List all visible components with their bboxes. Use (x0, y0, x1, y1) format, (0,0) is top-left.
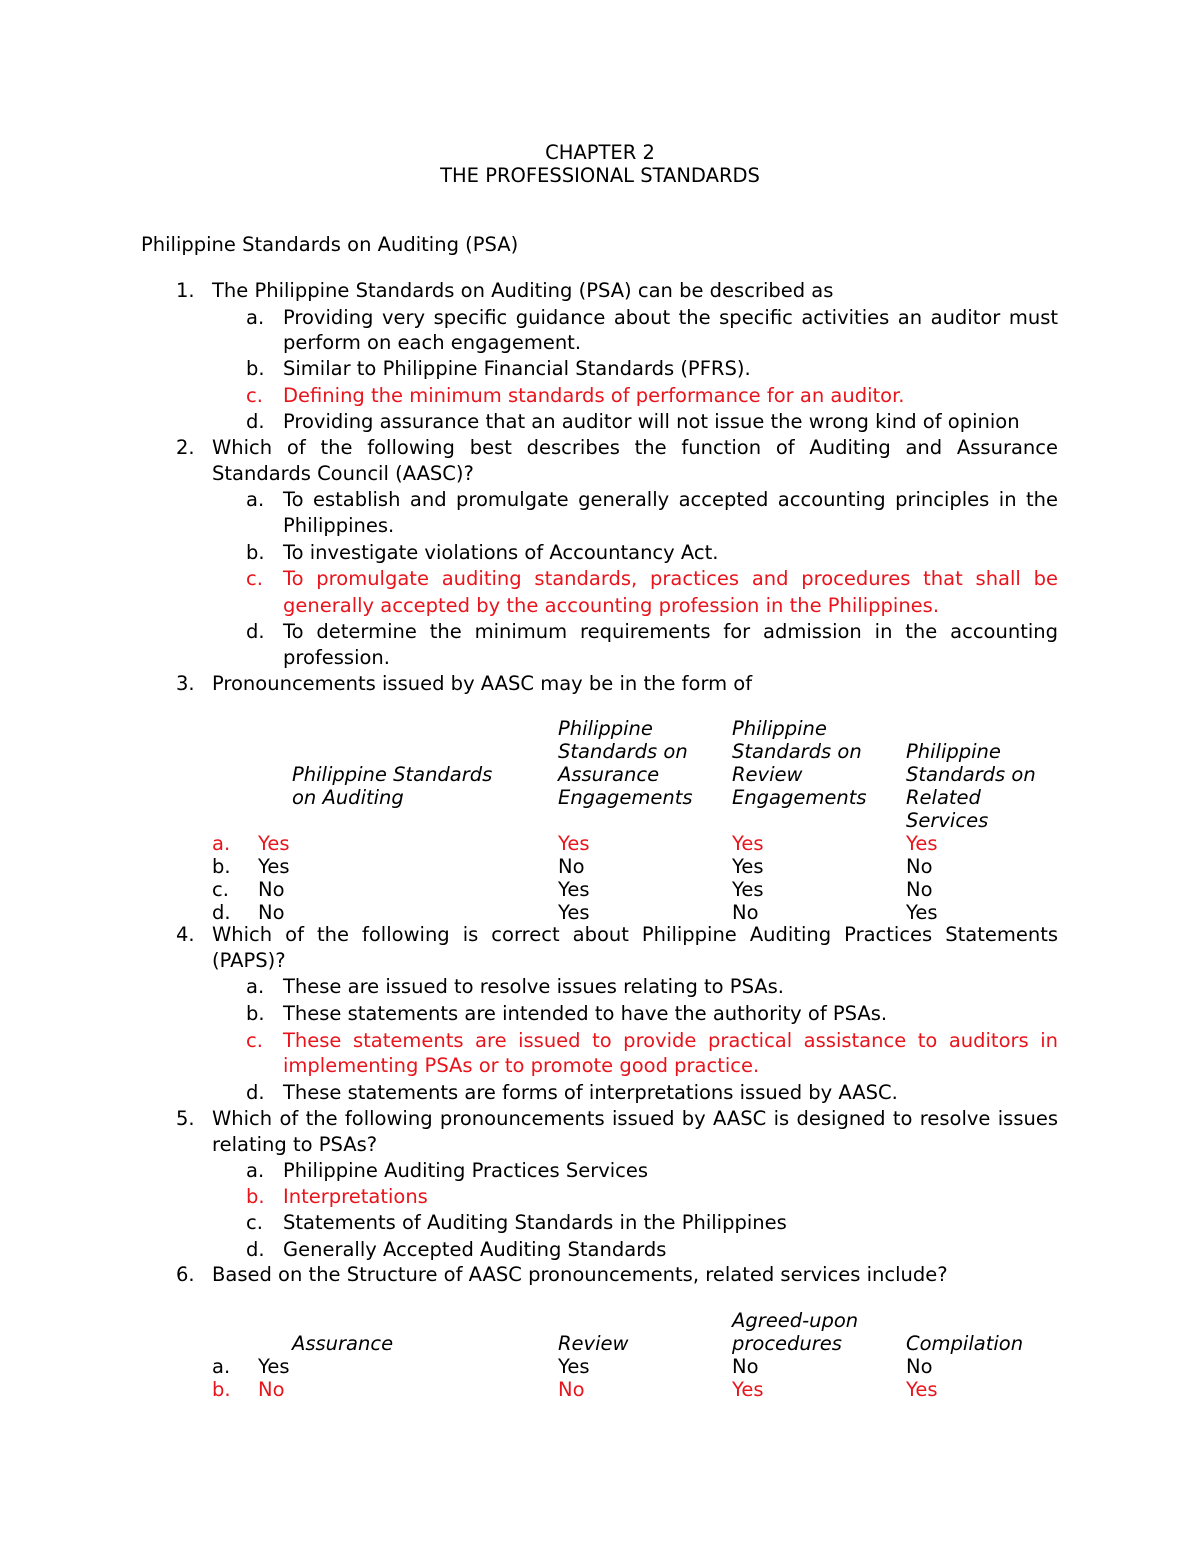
table-header-psa (292, 763, 492, 809)
table-cell: Yes (732, 878, 764, 901)
table-cell: Yes (558, 901, 590, 924)
option-letter: c. (246, 1211, 263, 1234)
option-letter: d. (246, 620, 265, 643)
table-header-agreed-upon (732, 1309, 858, 1355)
header-line: Philippine (906, 740, 1001, 763)
option-text: Statements of Auditing Standards in the Philippines (283, 1211, 787, 1234)
option-text: To investigate violations of Accountancy Act. (283, 541, 719, 564)
header-line: procedures (732, 1332, 842, 1355)
table-cell: Yes (558, 878, 590, 901)
question-text: Pronouncements issued by AASC may be in the form of (212, 672, 753, 695)
table-header-psre (732, 717, 867, 809)
table-cell: Yes (732, 832, 764, 855)
correct-option-text: To promulgate auditing standards, practices and procedures that shall be (283, 567, 1058, 590)
table-cell: No (732, 901, 759, 924)
row-letter: d. (212, 901, 231, 924)
option-text: To determine the minimum requirements for admission in the accounting (283, 620, 1058, 643)
row-letter: a. (212, 832, 231, 855)
header-line: Engagements (558, 786, 693, 809)
header-line: Philippine (558, 717, 653, 740)
option-text: To establish and promulgate generally accepted accounting principles in the (283, 488, 1058, 511)
option-letter: c. (246, 384, 263, 407)
table-cell: No (558, 855, 585, 878)
option-letter: c. (246, 1029, 263, 1052)
table-cell: Yes (258, 1355, 290, 1378)
table-header-assurance: Assurance (292, 1332, 394, 1355)
table-cell: No (258, 1378, 285, 1401)
question-text-continued: (PAPS)? (212, 949, 286, 972)
question-number: 3. (176, 672, 195, 695)
row-letter: a. (212, 1355, 231, 1378)
option-letter: a. (246, 306, 265, 329)
table-cell: Yes (258, 855, 290, 878)
table-cell: No (732, 1355, 759, 1378)
table-header-compilation: Compilation (906, 1332, 1024, 1355)
question-text: Based on the Structure of AASC pronouncements, related services include? (212, 1263, 948, 1286)
table-cell: Yes (906, 901, 938, 924)
option-text-continued: Philippines. (283, 514, 395, 537)
question-number: 4. (176, 923, 195, 946)
option-text: These are issued to resolve issues relating to PSAs. (283, 975, 785, 998)
question-number: 2. (176, 436, 195, 459)
question-number: 5. (176, 1107, 195, 1130)
row-letter: b. (212, 855, 231, 878)
option-letter: a. (246, 975, 265, 998)
correct-option-text-continued: implementing PSAs or to promote good practice. (283, 1054, 760, 1077)
option-letter: c. (246, 567, 263, 590)
option-letter: b. (246, 541, 265, 564)
table-cell: No (558, 1378, 585, 1401)
header-line: on Auditing (292, 786, 404, 809)
correct-option-text: Interpretations (283, 1185, 428, 1208)
option-text-continued: profession. (283, 646, 390, 669)
table-cell: No (258, 901, 285, 924)
question-text-continued: Standards Council (AASC)? (212, 462, 474, 485)
option-letter: b. (246, 357, 265, 380)
option-letter: b. (246, 1002, 265, 1025)
row-letter: b. (212, 1378, 231, 1401)
table-header-psrs (906, 740, 1036, 832)
header-line: Related (906, 786, 981, 809)
table-cell: No (906, 878, 933, 901)
table-header-review: Review (558, 1332, 629, 1355)
correct-option-text-continued: generally accepted by the accounting profession in the Philippines. (283, 594, 940, 617)
header-line: Standards on (906, 763, 1036, 786)
header-line: Philippine Standards (292, 763, 493, 786)
option-letter: b. (246, 1185, 265, 1208)
option-text: Similar to Philippine Financial Standards (PFRS). (283, 357, 751, 380)
table-cell: No (906, 1355, 933, 1378)
correct-option-text: These statements are issued to provide practical assistance to auditors in (283, 1029, 1058, 1052)
section-heading: Philippine Standards on Auditing (PSA) (141, 233, 519, 256)
row-letter: c. (212, 878, 229, 901)
option-letter: d. (246, 1081, 265, 1104)
header-line: Standards on (558, 740, 688, 763)
option-text-continued: perform on each engagement. (283, 331, 582, 354)
option-text: These statements are forms of interpretations issued by AASC. (283, 1081, 898, 1104)
option-letter: d. (246, 410, 265, 433)
question-text: Which of the following is correct about Philippine Auditing Practices Statements (212, 923, 1058, 946)
option-text: These statements are intended to have the authority of PSAs. (283, 1002, 888, 1025)
question-text: Which of the following best describes the function of Auditing and Assurance (212, 436, 1058, 459)
header-line: Assurance (558, 763, 660, 786)
table-cell: Yes (558, 832, 590, 855)
option-letter: a. (246, 1159, 265, 1182)
header-line: Agreed-upon (732, 1309, 859, 1332)
header-line: Review (732, 763, 803, 786)
option-text: Providing very specific guidance about the specific activities an auditor must (283, 306, 1058, 329)
table-cell: No (258, 878, 285, 901)
option-text: Generally Accepted Auditing Standards (283, 1238, 667, 1261)
question-text: The Philippine Standards on Auditing (PSA) can be described as (212, 279, 834, 302)
option-letter: a. (246, 488, 265, 511)
header-line: Engagements (732, 786, 867, 809)
header-line: Standards on (732, 740, 862, 763)
header-line: Services (906, 809, 989, 832)
option-text: Philippine Auditing Practices Services (283, 1159, 649, 1182)
question-number: 6. (176, 1263, 195, 1286)
table-cell: No (906, 855, 933, 878)
chapter-subtitle: THE PROFESSIONAL STANDARDS (440, 164, 760, 187)
option-letter: d. (246, 1238, 265, 1261)
option-text: Providing assurance that an auditor will not issue the wrong kind of opinion (283, 410, 1020, 433)
table-cell: Yes (558, 1355, 590, 1378)
header-line: Philippine (732, 717, 827, 740)
table-cell: Yes (906, 1378, 938, 1401)
table-cell: Yes (906, 832, 938, 855)
table-cell: Yes (732, 1378, 764, 1401)
table-header-psae (558, 717, 693, 809)
question-number: 1. (176, 279, 195, 302)
chapter-title: CHAPTER 2 (545, 141, 655, 164)
correct-option-text: Defining the minimum standards of performance for an auditor. (283, 384, 905, 407)
table-cell: Yes (258, 832, 290, 855)
question-text-continued: relating to PSAs? (212, 1133, 378, 1156)
question-text: Which of the following pronouncements issued by AASC is designed to resolve issues (212, 1107, 1058, 1130)
table-cell: Yes (732, 855, 764, 878)
